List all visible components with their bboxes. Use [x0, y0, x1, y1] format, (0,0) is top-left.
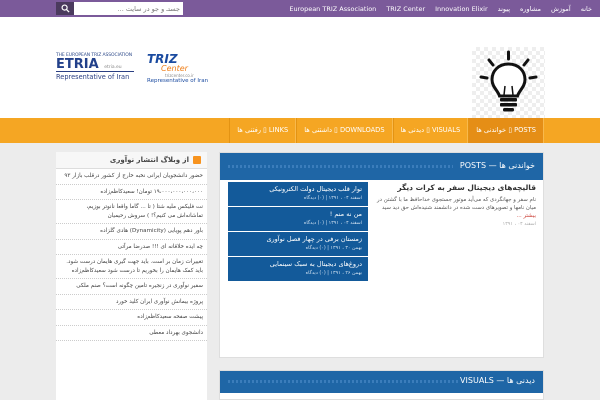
top-nav-training[interactable]: آموزش — [550, 4, 571, 13]
featured-post-date: اسفند ۰۴ ، ۱۳۹۱ — [502, 222, 536, 227]
sidebar-item[interactable]: سفیر نوآوری در زنجیره تامین چگونه است؟ صنم ملکی — [56, 279, 207, 295]
triz-center-logo-sub: Center — [161, 64, 188, 73]
lightbulb-icon — [472, 47, 545, 119]
main-nav-visuals[interactable]: دیدنی ها ▯ VISUALS — [393, 118, 469, 143]
visuals-section-title[interactable]: دیدنی ها — VISUALS — [460, 376, 535, 385]
posts-section-header — [220, 153, 543, 180]
visuals-section — [219, 370, 544, 400]
read-more-link[interactable]: بیشتر ... — [516, 213, 536, 219]
etria-logo-name: ETRIA — [56, 57, 99, 72]
banner-image — [472, 47, 545, 119]
sidebar-item[interactable]: باور دهم پویایی (Dynamicity) هادی گلزاده — [56, 224, 207, 240]
post-item[interactable] — [228, 182, 368, 206]
triz-center-logo-name: TRIZ — [147, 52, 178, 66]
post-item[interactable] — [228, 207, 368, 231]
search-icon — [61, 4, 70, 13]
top-nav — [289, 0, 592, 17]
sidebar-item[interactable]: نت فلیکس ملیه شتا ( تا ... گاما واقعا نانوتر بوزیم، تماشانه‌اش می کنیم؟! ) سروش رحیمیان — [56, 200, 207, 224]
rss-icon[interactable] — [193, 156, 201, 164]
top-nav-home[interactable]: خانه — [580, 4, 592, 13]
header-stripe — [228, 380, 458, 383]
sidebar-item[interactable]: پیشت صفحه سعیدکاظم‌زاده — [56, 310, 207, 326]
posts-section-title[interactable]: خواندنی ها — POSTS — [459, 161, 535, 170]
featured-post-title[interactable]: قالیچه‌های دیجیتال سفر به کرات دیگر — [397, 183, 536, 192]
triz-center-logo[interactable] — [147, 54, 209, 84]
etria-logo-tagline: THE EUROPEAN TRIZ ASSOCIATION — [56, 53, 132, 58]
post-title[interactable]: زمستان برفی در چهار فصل نوآوری — [266, 235, 362, 243]
visuals-section-header — [220, 371, 543, 393]
post-meta: بهمن ۳۰ ، ۱۳۹۱ | (۰) دیدگاه — [305, 246, 362, 251]
main-nav — [0, 118, 600, 143]
post-item[interactable] — [228, 232, 368, 256]
triz-center-logo-representative: Representative of Iran — [147, 78, 209, 84]
top-bar — [0, 0, 600, 17]
sidebar-item[interactable]: چه ایده خلاقانه ای !!! صدرضا مرآتی — [56, 240, 207, 256]
post-item[interactable] — [228, 257, 368, 281]
post-meta: اسفند ۰۴ ، ۱۳۹۱ | (۰) دیدگاه — [303, 196, 362, 201]
main-nav-links[interactable]: رفتنی ها ▯ LINKS — [229, 118, 296, 143]
top-nav-triz-center[interactable]: TRIZ Center — [386, 4, 426, 13]
sidebar-item[interactable]: حضور دانشجویان ایرانی نخبه خارج از کشور درقلب بازار ۹۳ — [56, 169, 207, 185]
post-title[interactable]: من نه منم ! — [329, 210, 362, 218]
search-button[interactable] — [56, 2, 74, 15]
sidebar-item[interactable]: دانشجوی بهرداد معطی — [56, 326, 207, 342]
featured-post-body: نام سفر و جهانگردی که می‌آید موتور جستجوی خداحافظ ما با گشتن در میان نامها و تصویرهای دست شده در دانشمند شنیده‌اش حق دید سید — [377, 197, 536, 211]
etria-logo-domain: etria.eu — [104, 65, 122, 70]
site-header — [0, 17, 600, 118]
post-meta: بهمن ۲۶ ، ۱۳۹۱ | (۰) دیدگاه — [305, 271, 362, 276]
featured-post-excerpt — [376, 196, 536, 220]
top-nav-innovation-elixir[interactable]: Innovation Elixir — [435, 4, 488, 13]
sidebar-header — [56, 152, 207, 169]
triz-center-logo-domain: trizcenter.co.ir — [165, 73, 194, 78]
sidebar-item[interactable]: پروژه بیمانش نوآوری ایران کلید خورد — [56, 295, 207, 311]
sidebar-title[interactable]: از وبلاگ انتشار نوآوری — [109, 156, 189, 164]
top-nav-etria[interactable]: European TRIZ Association — [289, 4, 377, 13]
sidebar-blog-feed — [56, 152, 207, 400]
post-meta: اسفند ۰۴ ، ۱۳۹۱ | (۰) دیدگاه — [303, 221, 362, 226]
posts-section — [219, 152, 544, 358]
main-nav-downloads[interactable]: داشتنی ها ▯ DOWNLOADS — [296, 118, 392, 143]
search-input[interactable] — [74, 2, 183, 15]
search-box — [56, 2, 183, 15]
main-nav-posts[interactable]: خواندنی ها ▯ POSTS — [468, 118, 544, 143]
featured-post — [376, 183, 536, 243]
sidebar-item[interactable]: تغییرات زمان بر است. باید جهت گیری هایمان درست شود. باید کمک هایمان را بخوریم تا درست شود سعیدکاظم‌زاده — [56, 255, 207, 279]
sidebar-item[interactable]: ۱۹،۰۰۰،۰۰۰،۰۰۰،۰۰۰ تومان! سعیدکاظم‌زاده — [56, 185, 207, 201]
header-stripe — [228, 165, 453, 168]
top-nav-consulting[interactable]: مشاوره — [520, 4, 541, 13]
main-nav-items — [229, 118, 544, 143]
sidebar-list — [56, 169, 207, 341]
post-title[interactable]: دروغ‌های دیجیتال به سبک سینمایی — [269, 260, 362, 268]
post-title[interactable]: توار قلب دیجیتال دولت الکترونیکی — [269, 185, 362, 193]
etria-logo[interactable] — [56, 53, 134, 83]
post-list — [228, 182, 368, 282]
etria-logo-representative: Representative of Iran — [56, 71, 134, 81]
top-nav-links[interactable]: پیوند — [497, 4, 511, 13]
